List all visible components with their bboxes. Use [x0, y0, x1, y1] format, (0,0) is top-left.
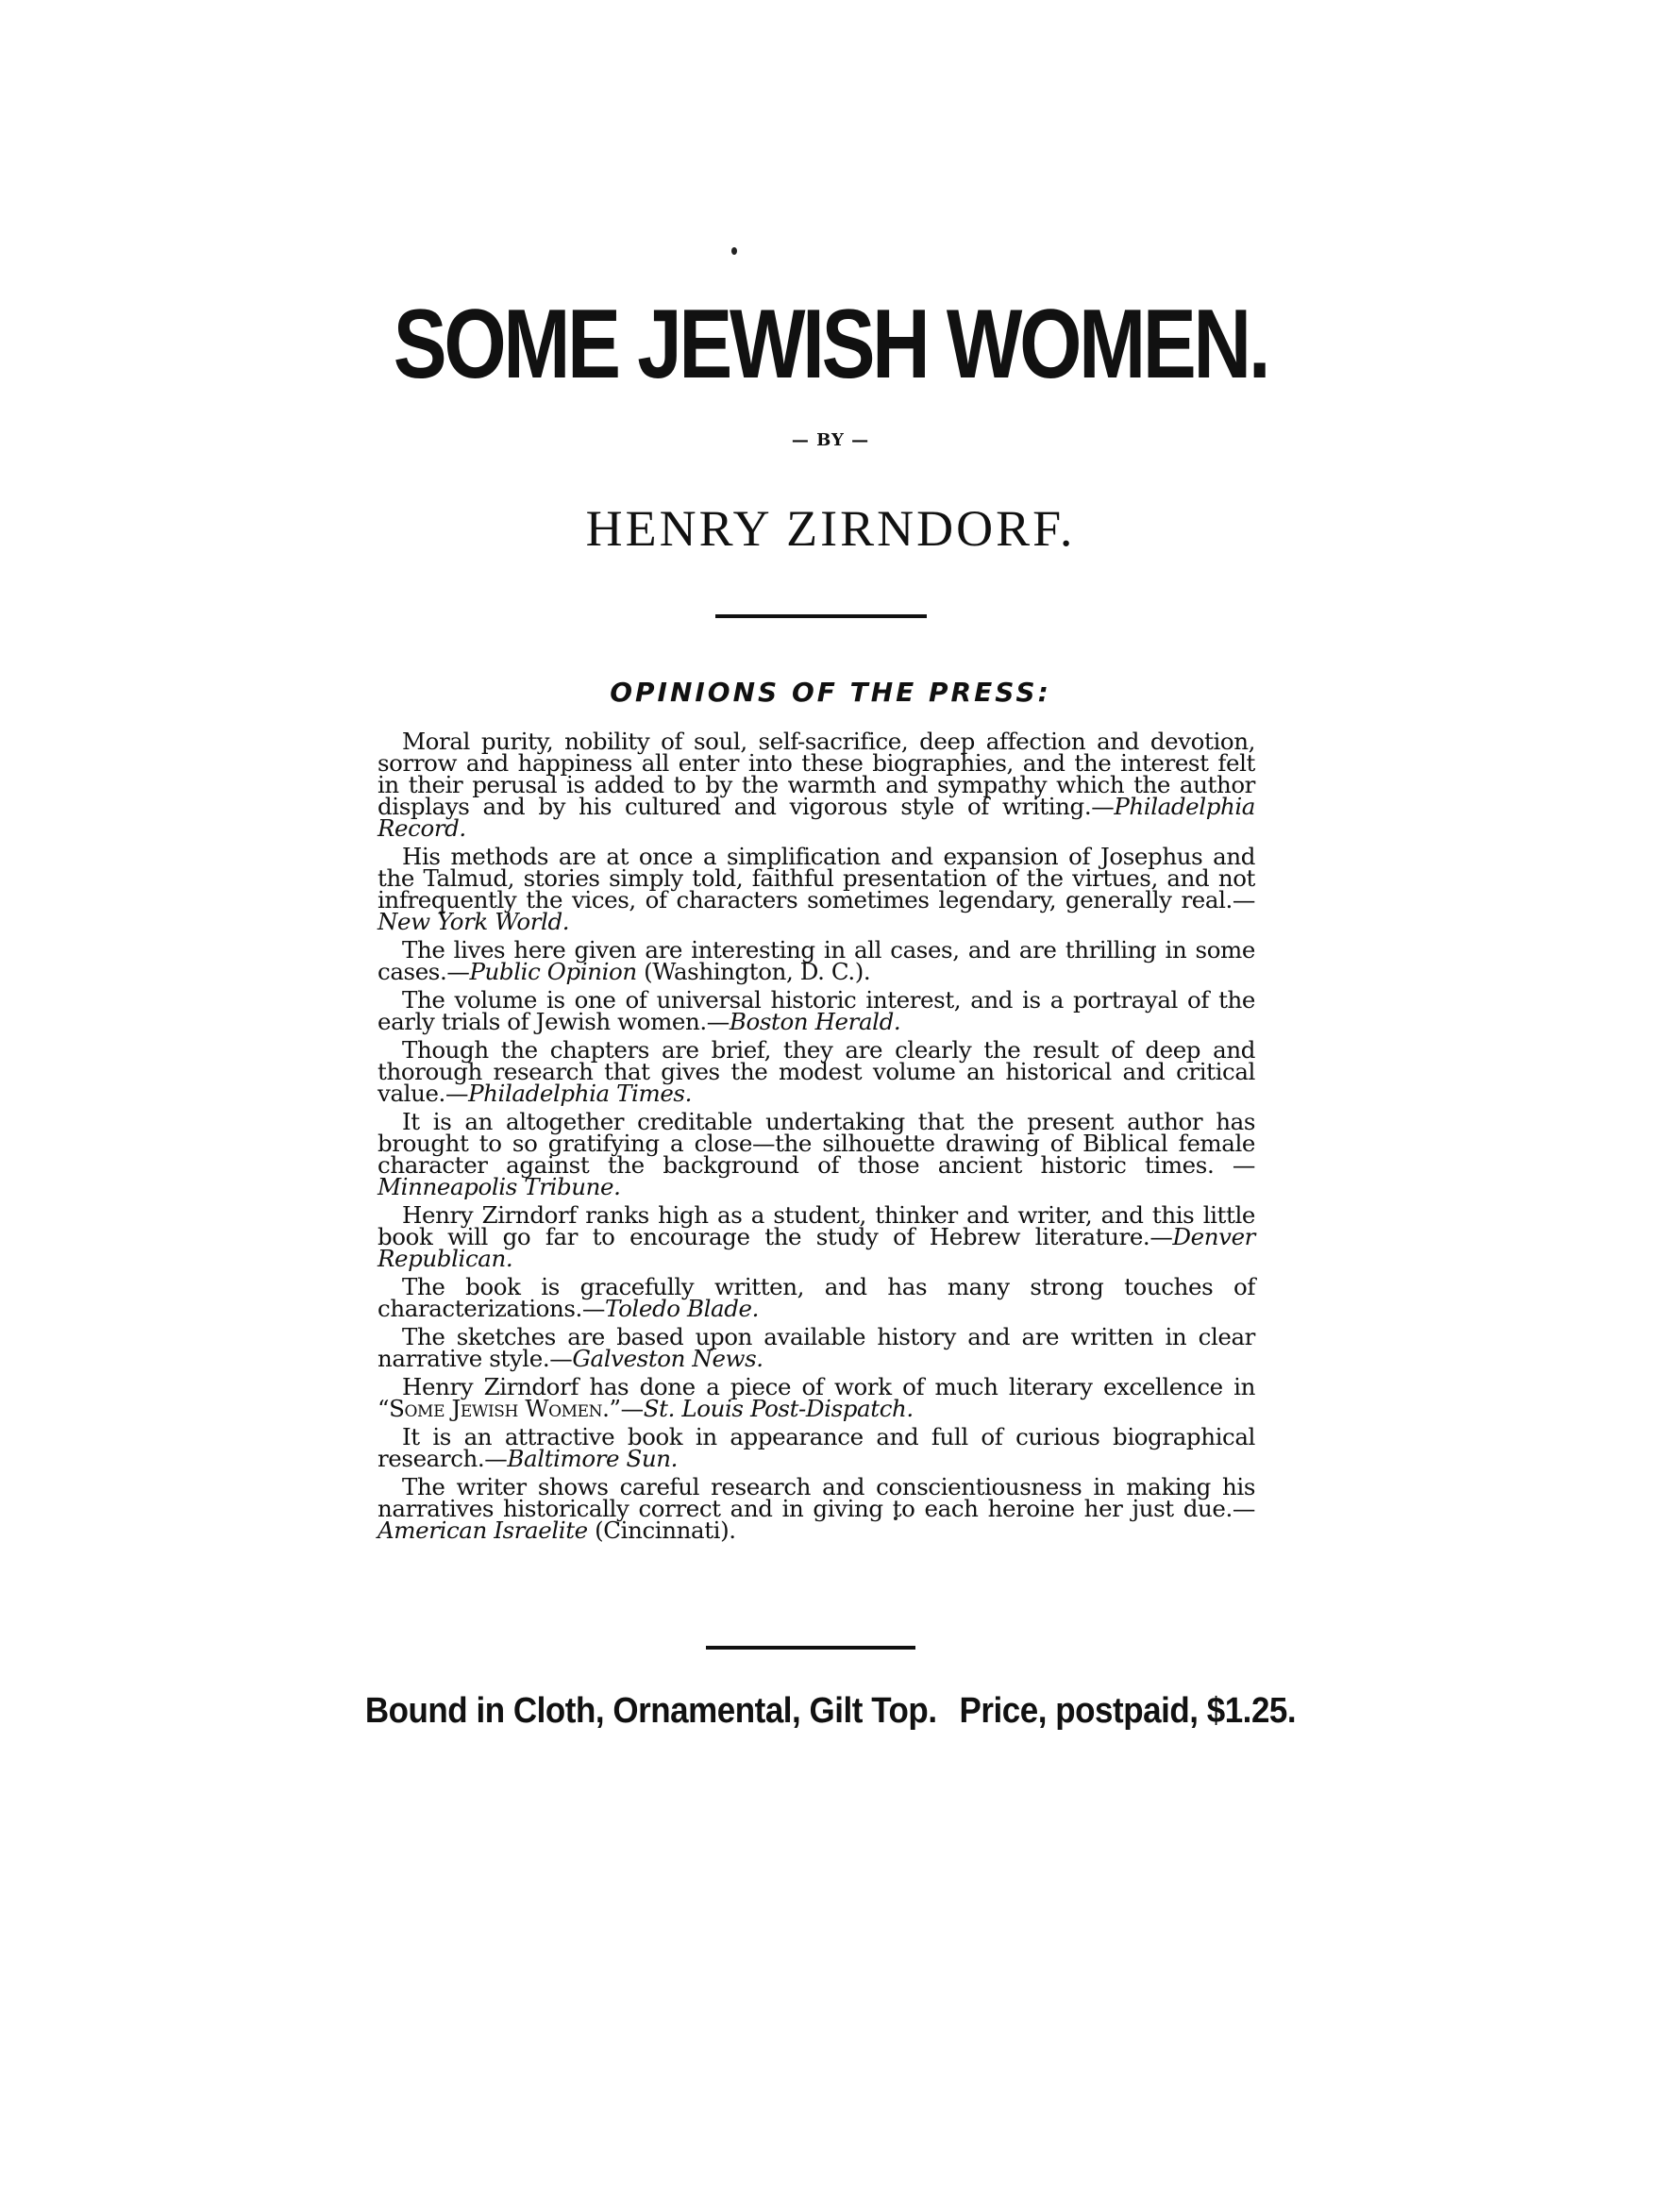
- review-paragraph: [378, 1373, 1255, 1422]
- review-text: The writer shows careful research and conscientiousness in making his narratives historically correct and in giving to each heroine her just due.—: [378, 1473, 1255, 1522]
- ink-speck: [731, 247, 737, 255]
- review-text: It is an attractive book in appearance and full of curious biographical research.—: [378, 1423, 1255, 1472]
- review-source-location: (Washington, D. C.).: [636, 958, 871, 985]
- review-paragraph: [378, 1036, 1255, 1107]
- review-text: His methods are at once a simplification and expansion of Josephus and the Talmud, stories simply told, faithful presentation of the virtues, and not infrequently the vices, of characters sometimes legendary, generally real.—: [378, 843, 1255, 913]
- review-text: The volume is one of universal historic interest, and is a portrayal of the early trials of Jewish women.—: [378, 986, 1255, 1035]
- review-text: The sketches are based upon available history and are written in clear narrative style.—: [378, 1323, 1255, 1372]
- opinions-heading: OPINIONS OF THE PRESS:: [610, 677, 1051, 708]
- review-paragraph: [378, 1201, 1255, 1272]
- byline: — BY —: [791, 430, 870, 450]
- review-text: Henry Zirndorf ranks high as a student, thinker and writer, and this little book will go far to encourage the study of Hebrew literature.—: [378, 1201, 1255, 1250]
- press-reviews: [378, 730, 1255, 1548]
- review-source: Denver Republican.: [378, 1223, 1255, 1272]
- review-paragraph: [378, 936, 1255, 985]
- review-paragraph: [378, 1273, 1255, 1322]
- review-paragraph: [378, 728, 1255, 842]
- price-line: [66, 1691, 1594, 1732]
- review-text-tail: .”—: [602, 1395, 644, 1422]
- review-text: The lives here given are interesting in all cases, and are thrilling in some cases.—: [378, 936, 1255, 985]
- review-paragraph: [378, 986, 1255, 1035]
- book-title: SOME JEWISH WOMEN.: [393, 290, 1268, 399]
- review-source: Toledo Blade.: [605, 1295, 759, 1322]
- review-source: New York World.: [378, 908, 570, 935]
- divider-rule: [706, 1646, 915, 1650]
- review-text: Moral purity, nobility of soul, self-sacrifice, deep affection and devotion, sorrow and happiness all enter into these biographies, and the interest felt in their perusal is added to by the warmth and sympathy which the author displays and by his cultured and vigorous style of writing.—: [378, 728, 1255, 820]
- review-paragraph: [378, 843, 1255, 935]
- review-source-location: (Cincinnati).: [587, 1517, 736, 1544]
- divider-rule: [715, 614, 927, 618]
- binding-info: Bound in Cloth, Ornamental, Gilt Top.: [364, 1691, 937, 1731]
- review-source: Boston Herald.: [729, 1008, 901, 1035]
- review-paragraph: [378, 1423, 1255, 1472]
- review-source: Minneapolis Tribune.: [378, 1173, 621, 1200]
- author-name: HENRY ZIRNDORF.: [585, 500, 1076, 557]
- review-source: Baltimore Sun.: [507, 1445, 679, 1472]
- review-text: Henry Zirndorf has done a piece of work of much literary excellence in “: [378, 1373, 1255, 1422]
- review-paragraph: [378, 1108, 1255, 1200]
- review-text: The book is gracefully written, and has many strong touches of characterizations.—: [378, 1273, 1255, 1322]
- review-book-title: Some Jewish Women: [389, 1395, 603, 1422]
- review-source: Public Opinion: [469, 958, 637, 985]
- review-source: St. Louis Post-Dispatch.: [643, 1395, 914, 1422]
- review-source: Philadelphia Times.: [468, 1080, 692, 1107]
- review-text: Though the chapters are brief, they are clearly the result of deep and thorough research that gives the modest volume an historical and critical value.—: [378, 1036, 1255, 1107]
- review-paragraph: [378, 1473, 1255, 1544]
- review-text: It is an altogether creditable undertaking that the present author has brought to so gratifying a close—the silhouette drawing of Biblical female character against the background of those ancient historic times. —: [378, 1108, 1255, 1179]
- review-source: Galveston News.: [572, 1345, 763, 1372]
- price-info: Price, postpaid, $1.25.: [959, 1691, 1297, 1731]
- review-source: American Israelite: [378, 1517, 588, 1544]
- review-source: Philadelphia Record.: [378, 793, 1255, 842]
- review-paragraph: [378, 1323, 1255, 1372]
